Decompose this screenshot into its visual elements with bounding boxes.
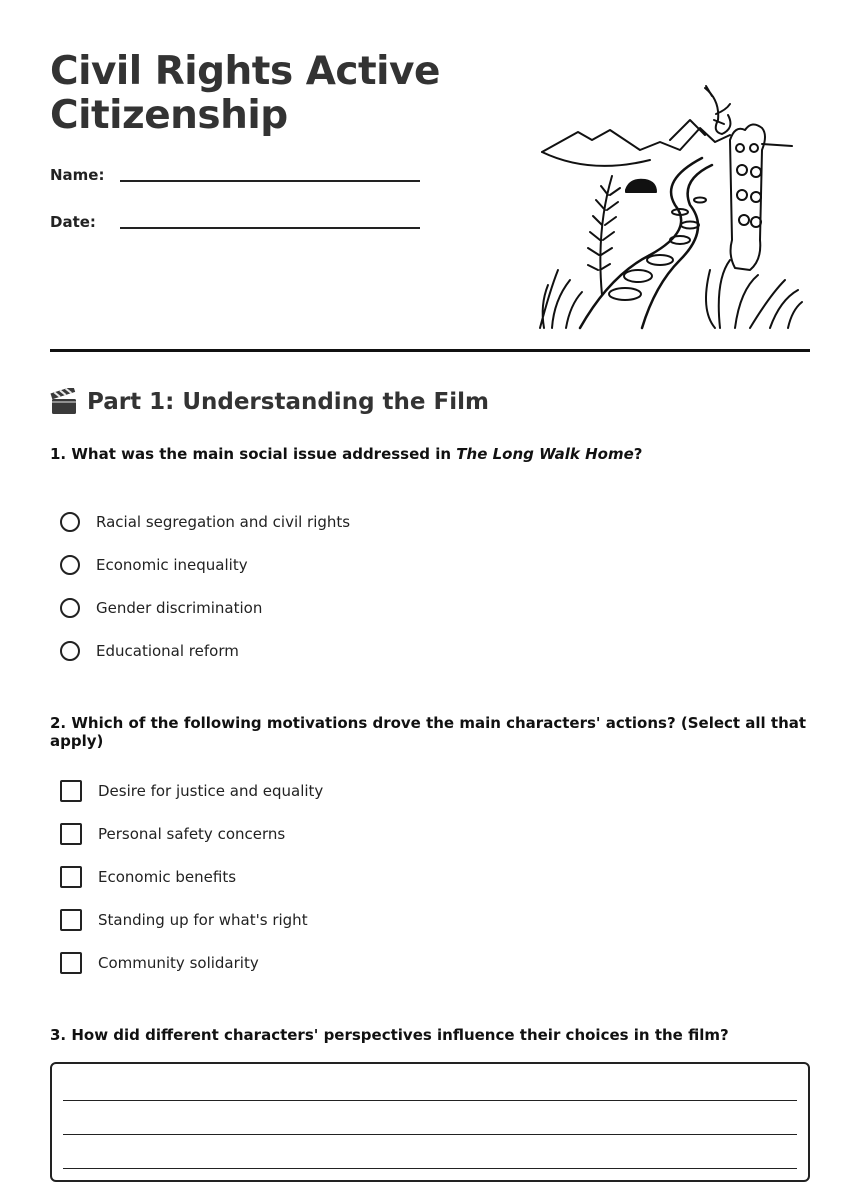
date-blank-line[interactable] [120, 227, 420, 229]
radio-circle[interactable] [60, 598, 80, 618]
answer-line [63, 1134, 797, 1135]
q2-option-label: Community solidarity [98, 954, 259, 972]
answer-line [63, 1168, 797, 1169]
q2-option-label: Desire for justice and equality [98, 782, 324, 800]
part1-heading [50, 388, 489, 416]
q1-option-label: Gender discrimination [96, 599, 263, 617]
q1-option-label: Economic inequality [96, 556, 248, 574]
checkbox-square[interactable] [60, 866, 82, 888]
q2-option-checkbox[interactable] [60, 907, 308, 933]
radio-circle[interactable] [60, 555, 80, 575]
q2-option-checkbox[interactable] [60, 778, 323, 804]
title-line-2: Citizenship [50, 93, 288, 138]
radio-circle[interactable] [60, 641, 80, 661]
checkbox-square[interactable] [60, 823, 82, 845]
name-blank-line[interactable] [120, 180, 420, 182]
date-label: Date: [50, 213, 96, 231]
part1-title: Part 1: Understanding the Film [87, 389, 489, 415]
q2-option-label: Personal safety concerns [98, 825, 286, 843]
q2-option-label: Economic benefits [98, 868, 237, 886]
radio-circle[interactable] [60, 512, 80, 532]
q2-option-checkbox[interactable] [60, 821, 285, 847]
film-title: The Long Walk Home [456, 445, 634, 463]
name-label: Name: [50, 166, 105, 184]
q1-option-label: Racial segregation and civil rights [96, 513, 351, 531]
worksheet-title [50, 50, 470, 138]
title-line-1: Civil Rights Active [50, 49, 440, 94]
q1-option-radio[interactable] [60, 638, 239, 664]
date-field[interactable] [50, 213, 420, 243]
question-1-suffix: ? [633, 445, 643, 463]
q1-option-radio[interactable] [60, 552, 248, 578]
checkbox-square[interactable] [60, 909, 82, 931]
q3-answer-box[interactable] [50, 1062, 810, 1182]
q1-option-radio[interactable] [60, 595, 262, 621]
name-field[interactable] [50, 166, 420, 196]
checkbox-square[interactable] [60, 952, 82, 974]
question-3: 3. How did different characters' perspectives influence their choices in the film? [50, 1026, 729, 1044]
q2-option-label: Standing up for what's right [98, 911, 308, 929]
q2-option-checkbox[interactable] [60, 950, 259, 976]
header-divider [50, 349, 810, 352]
landscape-path-illustration [530, 80, 805, 332]
question-1 [50, 445, 810, 463]
q2-option-checkbox[interactable] [60, 864, 236, 890]
q1-option-label: Educational reform [96, 642, 239, 660]
question-1-prefix: 1. What was the main social issue addressed in [50, 445, 457, 463]
question-2: 2. Which of the following motivations drove the main characters' actions? (Select all that apply) [50, 714, 807, 750]
checkbox-square[interactable] [60, 780, 82, 802]
answer-line [63, 1100, 797, 1101]
clapperboard-icon [50, 388, 78, 416]
q1-option-radio[interactable] [60, 509, 350, 535]
